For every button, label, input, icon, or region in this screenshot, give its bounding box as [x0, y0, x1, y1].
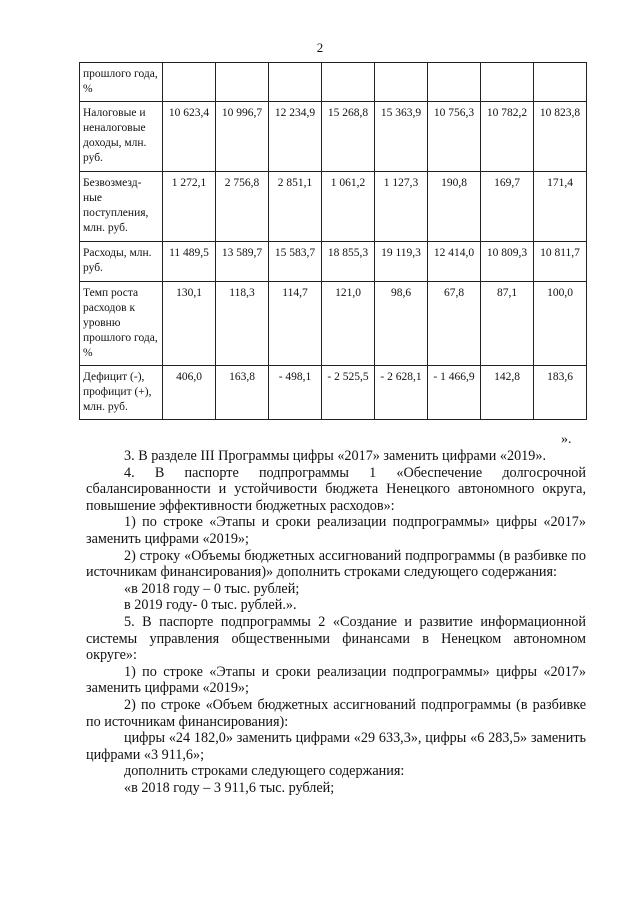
table-cell — [163, 63, 216, 102]
table-row — [80, 242, 587, 282]
row-label: Дефицит (-), профицит (+), млн. руб. — [80, 366, 163, 420]
table-cell: 18 855,3 — [322, 242, 375, 282]
table-cell: 190,8 — [428, 172, 481, 242]
table-cell: 12 234,9 — [269, 102, 322, 172]
table-cell — [322, 63, 375, 102]
table-cell: 1 061,2 — [322, 172, 375, 242]
row-label: Безвозмезд-ные поступления, млн. руб. — [80, 172, 163, 242]
table-row — [80, 63, 587, 102]
table-cell: 15 583,7 — [269, 242, 322, 282]
table-cell — [428, 63, 481, 102]
table-cell: 13 589,7 — [216, 242, 269, 282]
table-cell: 169,7 — [481, 172, 534, 242]
table-cell — [216, 63, 269, 102]
table-cell: 100,0 — [534, 282, 587, 366]
table-cell: 12 414,0 — [428, 242, 481, 282]
table-cell: 10 782,2 — [481, 102, 534, 172]
paragraph: 3. В разделе III Программы цифры «2017» заменить цифрами «2019». — [124, 448, 547, 464]
table-cell: 183,6 — [534, 366, 587, 420]
table-cell: 10 756,3 — [428, 102, 481, 172]
table-cell: 171,4 — [534, 172, 587, 242]
row-label: Налоговые и неналоговые доходы, млн. руб. — [80, 102, 163, 172]
row-label: Темп роста расходов к уровню прошлого года, % — [80, 282, 163, 366]
table-cell: 163,8 — [216, 366, 269, 420]
table-cell: 10 996,7 — [216, 102, 269, 172]
paragraph: «в 2018 году – 3 911,6 тыс. рублей; — [124, 779, 335, 796]
paragraph: 1) по строке «Этапы и сроки реализации подпрограммы» цифры «2017» заменить цифрами «2019»; — [86, 514, 586, 547]
budget-table — [79, 62, 587, 420]
table-cell: 1 272,1 — [163, 172, 216, 242]
table-cell — [534, 63, 587, 102]
paragraph: 2) строку «Объемы бюджетных ассигнований подпрограммы (в разбивке по источникам финансирования)» дополнить строками следующего содержания: — [86, 547, 586, 581]
row-label: Расходы, млн. руб. — [80, 242, 163, 282]
table-cell: 130,1 — [163, 282, 216, 366]
paragraph: 4. В паспорте подпрограммы 1 «Обеспечение долгосрочной сбалансированности и устойчивости бюджета Ненецкого автономного округа, повышение эффективности бюджетных расходов»: — [86, 464, 586, 514]
table-cell — [375, 63, 428, 102]
table-row — [80, 366, 587, 420]
table-cell: 10 809,3 — [481, 242, 534, 282]
paragraph: 2) по строке «Объем бюджетных ассигнований подпрограммы (в разбивке по источникам финансирования): — [86, 696, 586, 730]
table-cell: 67,8 — [428, 282, 481, 366]
table-cell: 1 127,3 — [375, 172, 428, 242]
table-cell: 87,1 — [481, 282, 534, 366]
document-body — [86, 448, 586, 796]
table-cell: 114,7 — [269, 282, 322, 366]
paragraph: цифры «24 182,0» заменить цифрами «29 633,3», цифры «6 283,5» заменить цифрами «3 911,6»; — [86, 730, 586, 763]
table-cell: 142,8 — [481, 366, 534, 420]
table-cell: 2 851,1 — [269, 172, 322, 242]
paragraph: «в 2018 году – 0 тыс. рублей; — [124, 580, 300, 597]
table-cell: 10 811,7 — [534, 242, 587, 282]
table-cell: 15 363,9 — [375, 102, 428, 172]
table-cell: 15 268,8 — [322, 102, 375, 172]
table-cell: 98,6 — [375, 282, 428, 366]
table-row — [80, 102, 587, 172]
table-cell: 10 623,4 — [163, 102, 216, 172]
table-row — [80, 282, 587, 366]
table-cell: 10 823,8 — [534, 102, 587, 172]
table-cell: - 2 628,1 — [375, 366, 428, 420]
paragraph: в 2019 году- 0 тыс. рублей.». — [124, 597, 297, 614]
table-cell: - 2 525,5 — [322, 366, 375, 420]
closing-quote: ». — [561, 432, 572, 447]
table-cell: 11 489,5 — [163, 242, 216, 282]
table-cell: 2 756,8 — [216, 172, 269, 242]
table-cell: 19 119,3 — [375, 242, 428, 282]
table-cell: 118,3 — [216, 282, 269, 366]
paragraph: 1) по строке «Этапы и сроки реализации подпрограммы» цифры «2017» заменить цифрами «2019»; — [86, 663, 586, 697]
paragraph: 5. В паспорте подпрограммы 2 «Создание и развитие информационной системы управления общественными финансами в Ненецком автономном округе»: — [86, 613, 586, 664]
row-label: прошлого года, % — [80, 63, 163, 102]
paragraph: дополнить строками следующего содержания: — [124, 763, 405, 780]
table-cell: - 1 466,9 — [428, 366, 481, 420]
table-cell: - 498,1 — [269, 366, 322, 420]
page-number: 2 — [316, 40, 324, 55]
table-cell: 406,0 — [163, 366, 216, 420]
table-row — [80, 172, 587, 242]
table-cell — [269, 63, 322, 102]
table-cell: 121,0 — [322, 282, 375, 366]
table-cell — [481, 63, 534, 102]
